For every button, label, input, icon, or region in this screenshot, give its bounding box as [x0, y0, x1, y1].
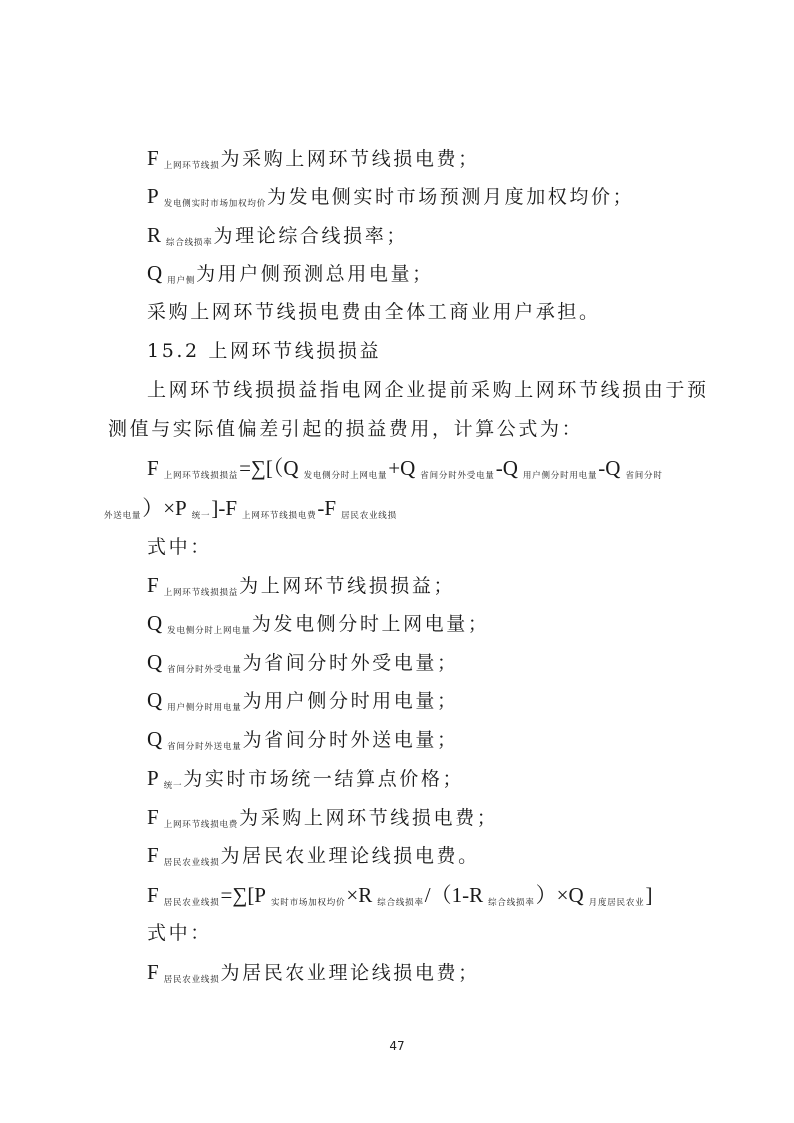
definition-line — [147, 766, 464, 798]
variable-symbol: F — [147, 805, 159, 829]
formula-operator: ）×P — [142, 496, 187, 520]
formula-subscript: 居民农业线损 — [341, 511, 397, 521]
variable-subscript: 发电侧实时市场加权均价 — [163, 199, 266, 209]
formula-symbol: Q — [283, 456, 299, 480]
variable-subscript: 省间分时外受电量 — [167, 665, 242, 675]
formula-subscript: 居民农业线损 — [163, 898, 220, 908]
formula-subscript: 月度居民农业 — [588, 898, 645, 908]
formula-subscript: 用户侧分时用电量 — [522, 471, 598, 481]
variable-subscript: 省间分时外送电量 — [167, 742, 242, 752]
definition-text: 为发电侧实时市场预测月度加权均价； — [267, 186, 635, 208]
variable-subscript: 用户侧分时用电量 — [167, 703, 242, 713]
formula-subscript: 综合线损率 — [377, 898, 424, 908]
variable-subscript: 上网环节线损损益 — [163, 588, 239, 598]
formula-operator: -F — [317, 496, 337, 520]
variable-symbol: Q — [147, 727, 163, 751]
where-label: 式中： — [147, 536, 212, 558]
definition-line — [147, 960, 480, 992]
formula-subscript: 统一 — [191, 511, 211, 521]
variable-symbol: Q — [147, 611, 163, 635]
definition-line — [147, 611, 489, 643]
formula-symbol: F — [147, 883, 159, 907]
variable-subscript: 居民农业线损 — [163, 975, 220, 985]
variable-subscript: 上网环节线损 — [163, 161, 220, 171]
variable-symbol: F — [147, 960, 159, 984]
formula-operator: /（1-R — [424, 883, 484, 907]
formula-subscript: 发电侧分时上网电量 — [303, 471, 388, 481]
definition-text: 为发电侧分时上网电量； — [251, 613, 490, 635]
where-label: 式中： — [147, 922, 212, 944]
paragraph-line: 上网环节线损损益指电网企业提前采购上网环节线损由于预 — [147, 379, 709, 401]
variable-subscript: 发电侧分时上网电量 — [167, 626, 251, 636]
section-heading: 15.2 上网环节线损损益 — [147, 340, 382, 362]
definition-text: 为居民农业理论线损电费； — [220, 962, 480, 984]
formula-operator: +Q — [388, 456, 416, 480]
definition-text: 为采购上网环节线损电费； — [220, 148, 480, 170]
variable-symbol: F — [147, 146, 159, 170]
formula-operator: ] — [645, 883, 653, 907]
definition-line — [147, 184, 634, 216]
definition-line — [147, 805, 498, 837]
definition-line — [147, 146, 480, 178]
definition-line — [147, 261, 434, 293]
variable-subscript: 居民农业线损 — [163, 858, 220, 868]
variable-symbol: Q — [147, 688, 163, 712]
formula-subscript: 省间分时外受电量 — [420, 471, 495, 481]
note-paragraph: 采购上网环节线损电费由全体工商业用户承担。 — [147, 301, 601, 323]
definition-line — [147, 688, 459, 720]
variable-subscript: 用户侧 — [167, 276, 196, 286]
formula-line — [104, 496, 398, 528]
formula-operator: ×R — [346, 883, 373, 907]
variable-symbol: P — [147, 184, 159, 208]
definition-text: 为上网环节线损损益； — [239, 575, 456, 597]
definition-line — [147, 573, 455, 605]
formula-line — [147, 456, 664, 488]
formula-subscript: 综合线损率 — [488, 898, 535, 908]
definition-text: 为用户侧分时用电量； — [242, 690, 459, 712]
definition-line — [147, 650, 459, 682]
formula-operator: ）×Q — [535, 883, 584, 907]
definition-text: 为居民农业理论线损电费。 — [220, 845, 480, 867]
formula-symbol: F — [147, 456, 159, 480]
definition-text: 为采购上网环节线损电费； — [239, 807, 499, 829]
variable-subscript: 上网环节线损电费 — [163, 820, 239, 830]
formula-operator: =∑[（ — [239, 456, 284, 480]
formula-subscript: 外送电量 — [104, 511, 142, 521]
variable-symbol: R — [147, 223, 162, 247]
variable-symbol: P — [147, 766, 159, 790]
formula-subscript: 上网环节线损损益 — [163, 471, 239, 481]
definition-line — [147, 727, 459, 759]
formula-operator: -Q — [598, 456, 621, 480]
paragraph-line: 测值与实际值偏差引起的损益费用，计算公式为： — [108, 418, 584, 440]
variable-symbol: F — [147, 843, 159, 867]
variable-subscript: 统一 — [163, 781, 183, 791]
definition-text: 为用户侧预测总用电量； — [196, 263, 434, 285]
definition-text: 为实时市场统一结算点价格； — [183, 768, 465, 790]
definition-line — [147, 223, 408, 255]
formula-line — [147, 883, 652, 915]
variable-symbol: Q — [147, 650, 163, 674]
variable-symbol: Q — [147, 261, 163, 285]
definition-text: 为省间分时外受电量； — [242, 652, 459, 674]
definition-line — [147, 843, 480, 875]
formula-operator: =∑[P — [220, 883, 266, 907]
variable-subscript: 综合线损率 — [166, 238, 213, 248]
formula-subscript: 实时市场加权均价 — [271, 898, 346, 908]
formula-subscript: 省间分时 — [625, 471, 663, 481]
formula-operator: ]-F — [211, 496, 238, 520]
variable-symbol: F — [147, 573, 159, 597]
page-number: 47 — [389, 1039, 405, 1053]
definition-text: 为省间分时外送电量； — [242, 729, 459, 751]
formula-subscript: 上网环节线损电费 — [242, 511, 317, 521]
definition-text: 为理论综合线损率； — [213, 225, 408, 247]
formula-operator: -Q — [495, 456, 518, 480]
